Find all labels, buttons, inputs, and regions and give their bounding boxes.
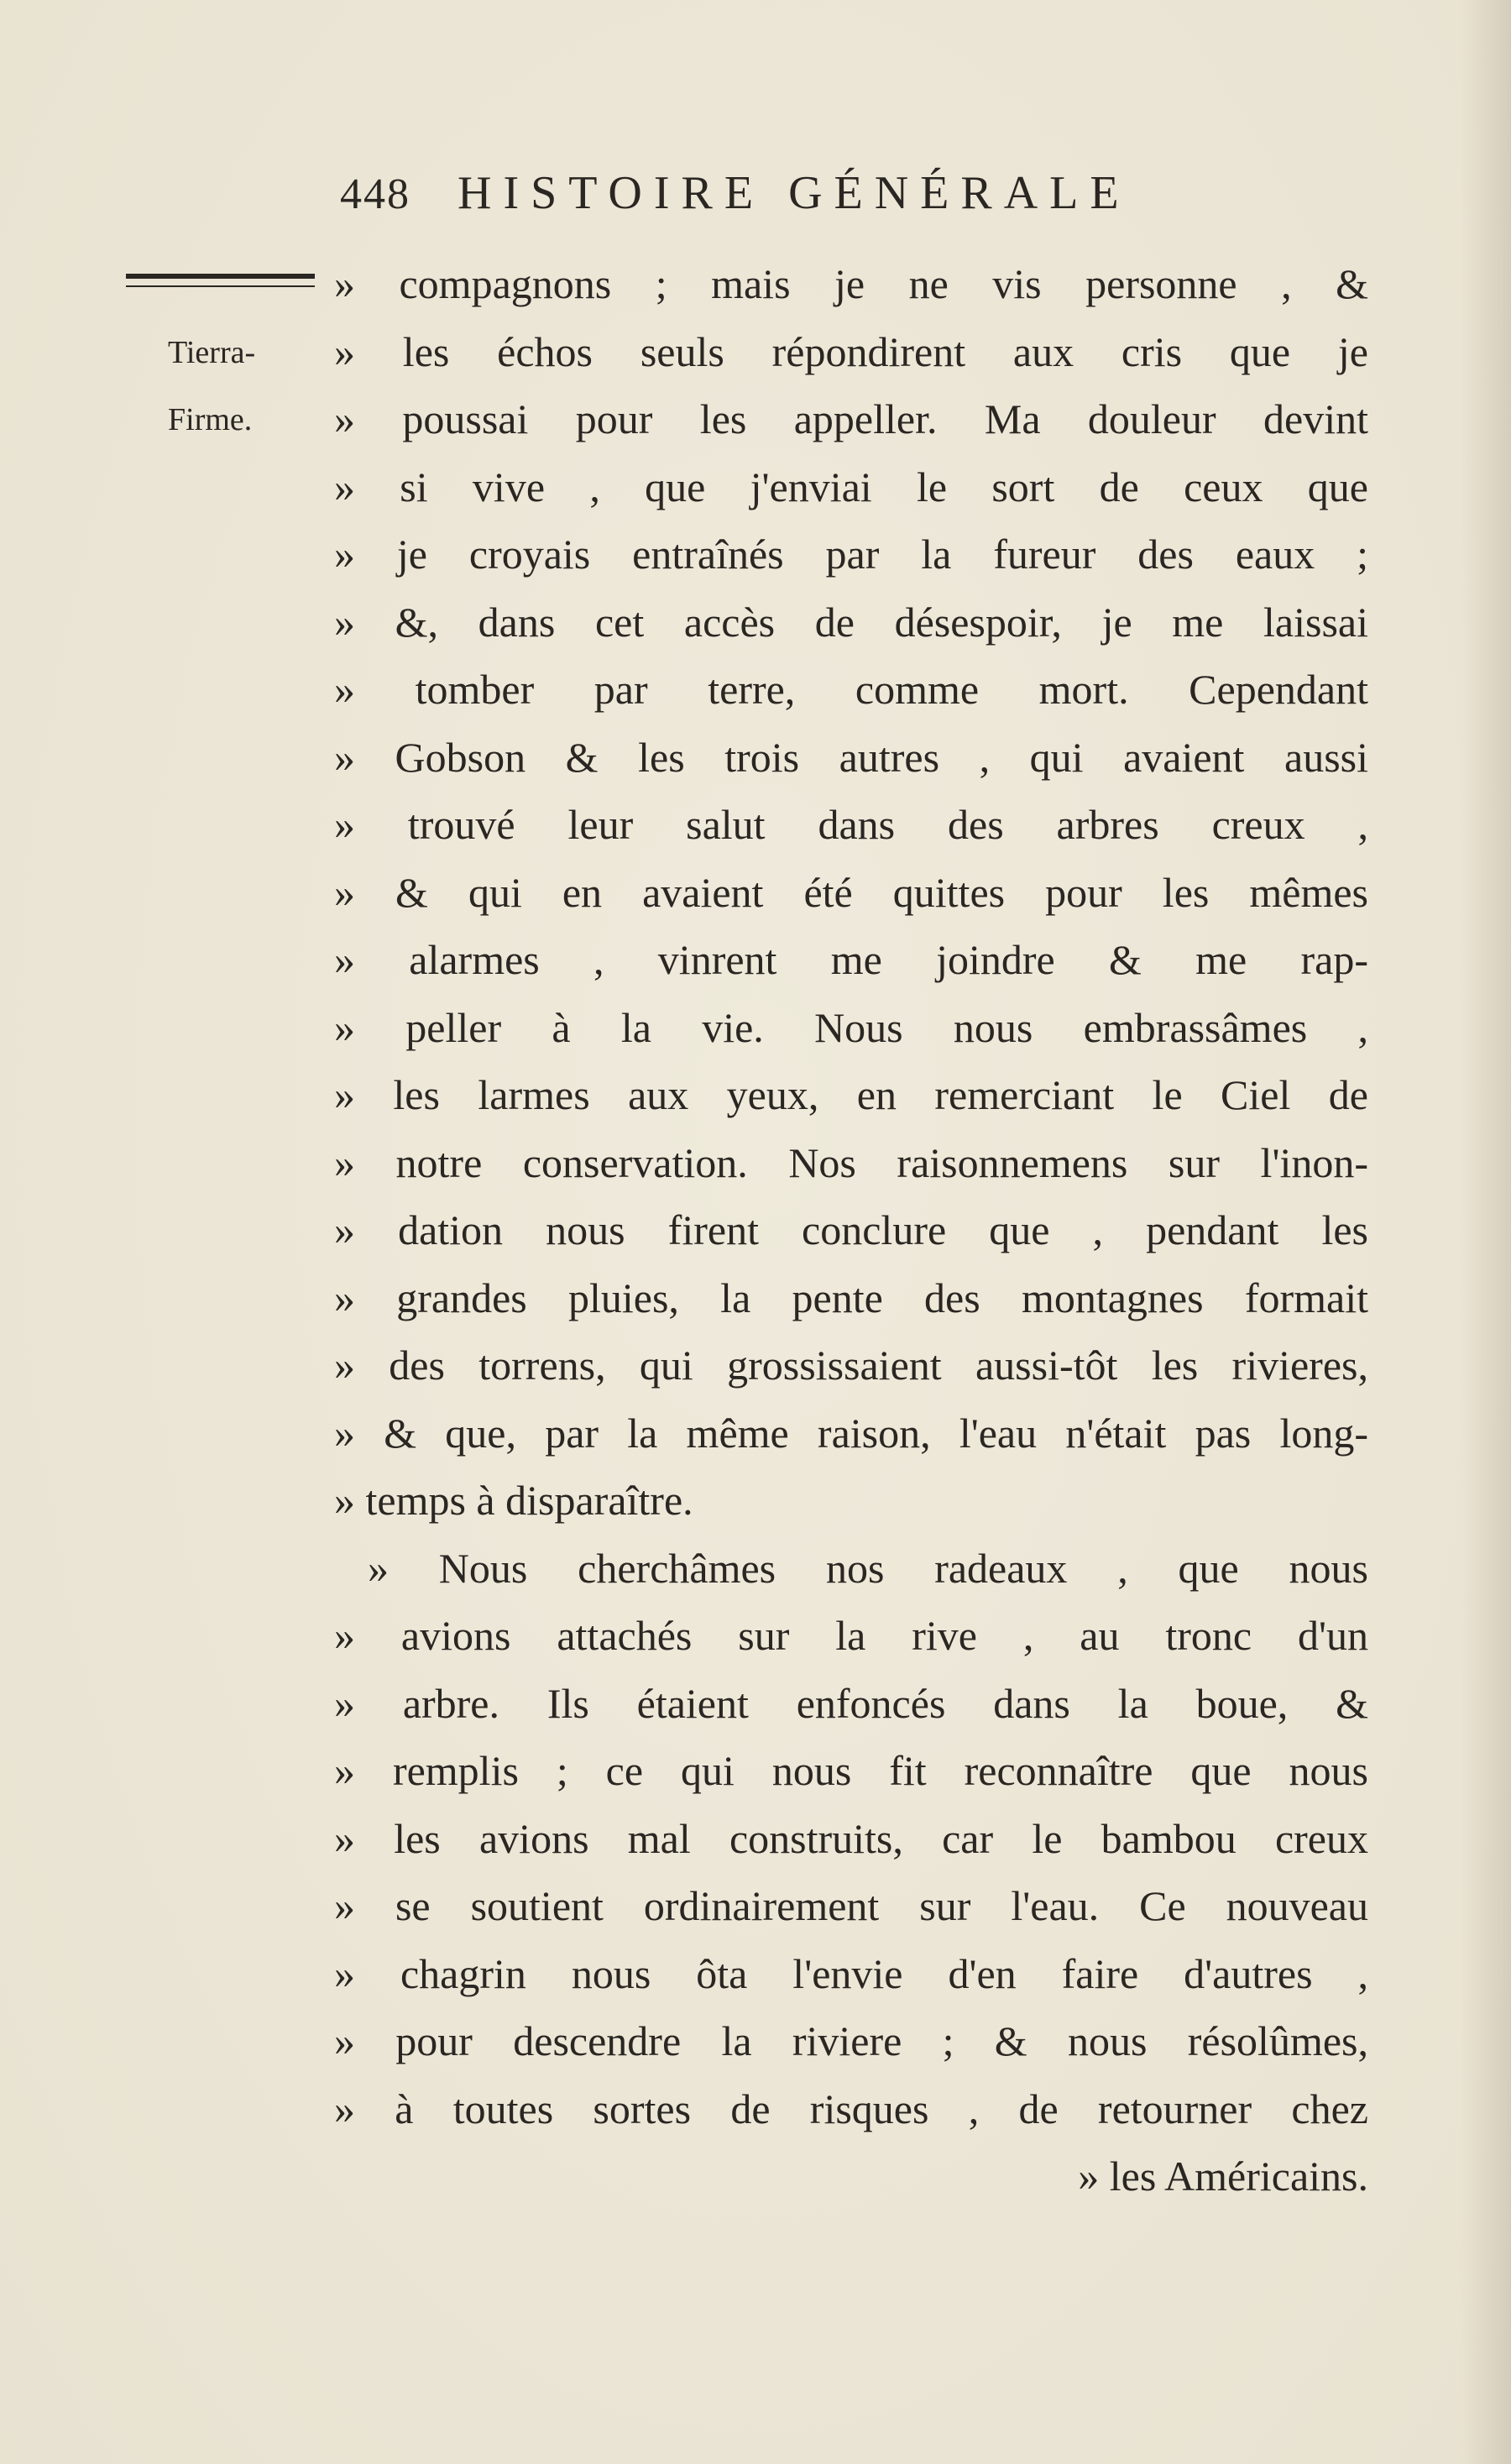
running-title: HISTOIRE GÉNÉRALE <box>457 167 1131 219</box>
text-line: » se soutient ordinairement sur l'eau. Ce nouveau <box>334 1882 1368 1929</box>
page-edge-shadow <box>1461 0 1511 2464</box>
text-line: » à toutes sortes de risques , de retourner chez <box>334 2085 1368 2132</box>
text-line: » avions attachés sur la rive , au tronc d'un <box>334 1612 1368 1659</box>
text-line: » compagnons ; mais je ne vis personne , & <box>334 260 1368 307</box>
text-line: » les Américains. <box>1078 2153 1368 2200</box>
body-text <box>334 250 1368 2210</box>
text-line: » notre conservation. Nos raisonnemens sur l'inon- <box>334 1138 1368 1186</box>
text-line: » Gobson & les trois autres , qui avaient aussi <box>334 733 1368 781</box>
margin-note-line: Firme. <box>168 402 253 437</box>
text-line: » remplis ; ce qui nous fit reconnaître que nous <box>334 1747 1368 1794</box>
text-line: » & qui en avaient été quittes pour les mêmes <box>334 868 1368 916</box>
text-line: » arbre. Ils étaient enfoncés dans la boue, & <box>334 1679 1368 1727</box>
margin-note-line: Tierra- <box>168 335 256 370</box>
text-line: » je croyais entraînés par la fureur des eaux ; <box>334 531 1368 578</box>
text-line: » temps à disparaître. <box>334 1477 693 1524</box>
text-line: » tomber par terre, comme mort. Cependant <box>334 666 1368 713</box>
margin-note <box>168 319 319 453</box>
text-line: » pour descendre la riviere ; & nous résolûmes, <box>334 2017 1368 2064</box>
page-number: 448 <box>340 170 410 218</box>
text-line: » grandes pluies, la pente des montagnes formait <box>334 1274 1368 1321</box>
text-line: » chagrin nous ôta l'envie d'en faire d'autres , <box>334 1949 1368 1997</box>
text-line: » les avions mal construits, car le bambou creux <box>334 1814 1368 1862</box>
text-line: » & que, par la même raison, l'eau n'était pas long- <box>334 1409 1368 1457</box>
text-line: » des torrens, qui grossissaient aussi-tôt les rivieres, <box>334 1342 1368 1389</box>
text-line: » si vive , que j'enviai le sort de ceux que <box>334 463 1368 510</box>
text-line: » peller à la vie. Nous nous embrassâmes , <box>334 1003 1368 1051</box>
text-line: » dation nous firent conclure que , pendant les <box>334 1206 1368 1253</box>
text-line: » alarmes , vinrent me joindre & me rap- <box>334 936 1368 983</box>
text-line: » poussai pour les appeller. Ma douleur devint <box>334 395 1368 442</box>
header-rule <box>126 274 315 287</box>
text-line: » les échos seuls répondirent aux cris que je <box>334 327 1368 375</box>
text-line: » les larmes aux yeux, en remerciant le Ciel de <box>334 1071 1368 1118</box>
text-line: » Nous cherchâmes nos radeaux , que nous <box>368 1544 1368 1592</box>
text-line: » trouvé leur salut dans des arbres creux , <box>334 801 1368 848</box>
text-line: » &, dans cet accès de désespoir, je me laissai <box>334 598 1368 646</box>
running-head <box>340 166 1372 225</box>
